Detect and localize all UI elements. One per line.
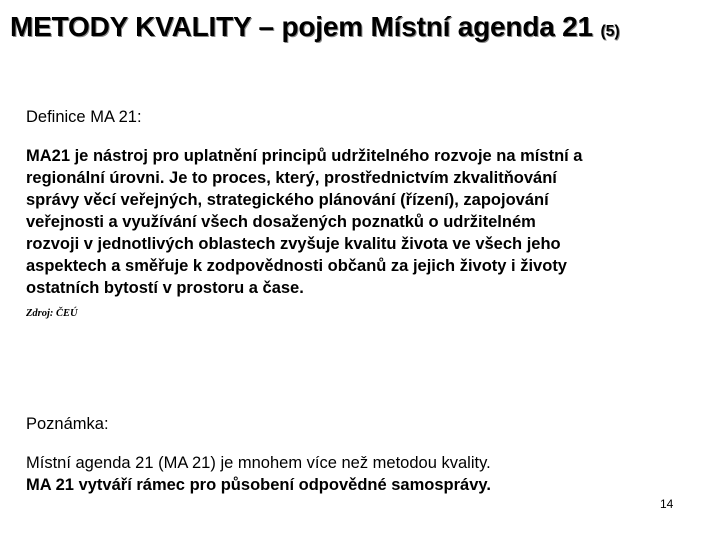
definition-block xyxy=(26,106,710,321)
note-line-2: MA 21 vytváří rámec pro působení odpovědné samosprávy. xyxy=(26,476,491,494)
slide-title-number: (5) xyxy=(600,23,620,40)
page-number: 14 xyxy=(660,497,674,511)
definition-line: MA21 je nástroj pro uplatnění principů udržitelného rozvoje na místní a xyxy=(26,147,583,165)
definition-line: rozvoji v jednotlivých oblastech zvyšuje kvalitu života ve všech jeho xyxy=(26,235,561,253)
definition-line: správy věcí veřejných, strategického plánování (řízení), zapojování xyxy=(26,191,549,209)
definition-heading: Definice MA 21: xyxy=(26,108,142,126)
note-line-1: Místní agenda 21 (MA 21) je mnohem více než metodou kvality. xyxy=(26,454,491,472)
source-citation: Zdroj: ČEÚ xyxy=(26,308,78,319)
definition-paragraph xyxy=(26,145,710,299)
slide-title xyxy=(10,10,714,49)
definition-line: aspektech a směřuje k zodpovědnosti občanů za jejich životy i životy xyxy=(26,257,567,275)
slide-title-text: METODY KVALITY – pojem Místní agenda 21 xyxy=(10,11,593,42)
definition-line: ostatních bytostí v prostoru a čase. xyxy=(26,279,304,297)
definition-line: regionální úrovni. Je to proces, který, prostřednictvím zkvalitňování xyxy=(26,169,557,187)
definition-line: veřejnosti a využívání všech dosažených poznatků o udržitelném xyxy=(26,213,536,231)
note-heading: Poznámka: xyxy=(26,415,109,433)
